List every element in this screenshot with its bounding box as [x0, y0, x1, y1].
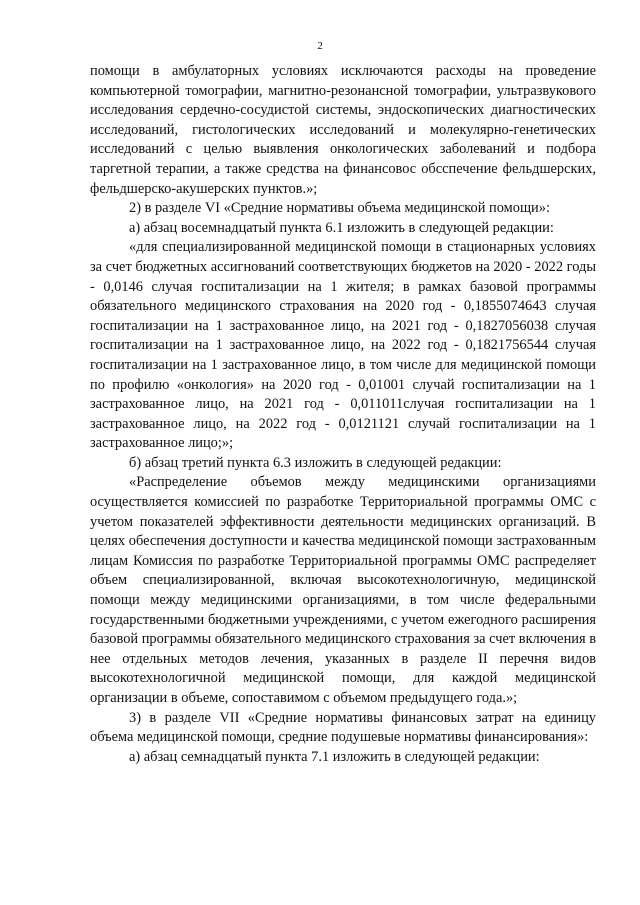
paragraph: «Распределение объемов между медицинскими организациями осуществляется комиссией по разработке Территориальной программы ОМС с учетом показателей эффективности деятельности медицинских организаций. В целях обеспечения доступности и качества медицинской помощи застрахованным лицам Комиссия по разработке Территориальной программы ОМС распределяет объем специализированной, включая высокотехнологичную, медицинской помощи между медицинскими организациями, в том числе федеральными государственными бюджетными учреждениями, с учетом ежегодного расширения базовой программы обязательного медицинского страхования за счет включения в нее отдельных методов лечения, указанных в разделе II перечня видов высокотехнологичной медицинской помощи, для каждой медицинской организации в объеме, сопоставимом с объемом предыдущего года.»;	[90, 474, 596, 706]
paragraph: б) абзац третий пункта 6.3 изложить в следующей редакции:	[129, 454, 502, 471]
paragraph: 3) в разделе VII «Средние нормативы финансовых затрат на единицу объема медицинской помощи, средние подушевые нормативы финансирования»:	[90, 709, 596, 746]
document-body	[90, 62, 596, 767]
paragraph: а) абзац восемнадцатый пункта 6.1 изложить в следующей редакции:	[129, 219, 554, 236]
paragraph: помощи в амбулаторных условиях исключаются расходы на проведение компьютерной томографии, магнитно-резонансной томографии, ультразвукового исследования сердечно-сосудистой системы, эндоскопических диагностических исследований, гистологических исследований и молекулярно-генетических исследований с целью выявления онкологических заболеваний и подбора таргетной терапии, а также средства на финансовос обсспечение фельдшерских, фельдшерско-акушерских пунктов.»;	[90, 63, 596, 197]
paragraph: «для специализированной медицинской помощи в стационарных условиях за счет бюджетных ассигнований соответствующих бюджетов на 2020 - 2022 годы - 0,0146 случая госпитализации на 1 жителя; в рамках базовой программы обязательного медицинского страхования на 2020 год - 0,1855074643 случая госпитализации на 1 застрахованное лицо, на 2021 год - 0,1827056038 случая госпитализации на 1 застрахованное лицо, на 2022 год - 0,1821756544 случая госпитализации на 1 застрахованное лицо, в том числе для медицинской помощи по профилю «онкология» на 2020 год - 0,01001 случай госпитализации на 1 застрахованное лицо, на 2021 год - 0,011011случая госпитализации на 1 застрахованное лицо, на 2022 год - 0,0121121 случай госпитализации на 1 застрахованное лицо;»;	[90, 239, 596, 452]
page-number: 2	[317, 40, 323, 52]
paragraph: а) абзац семнадцатый пункта 7.1 изложить в следующей редакции:	[129, 748, 540, 765]
paragraph: 2) в разделе VI «Средние нормативы объема медицинской помощи»:	[129, 200, 550, 217]
